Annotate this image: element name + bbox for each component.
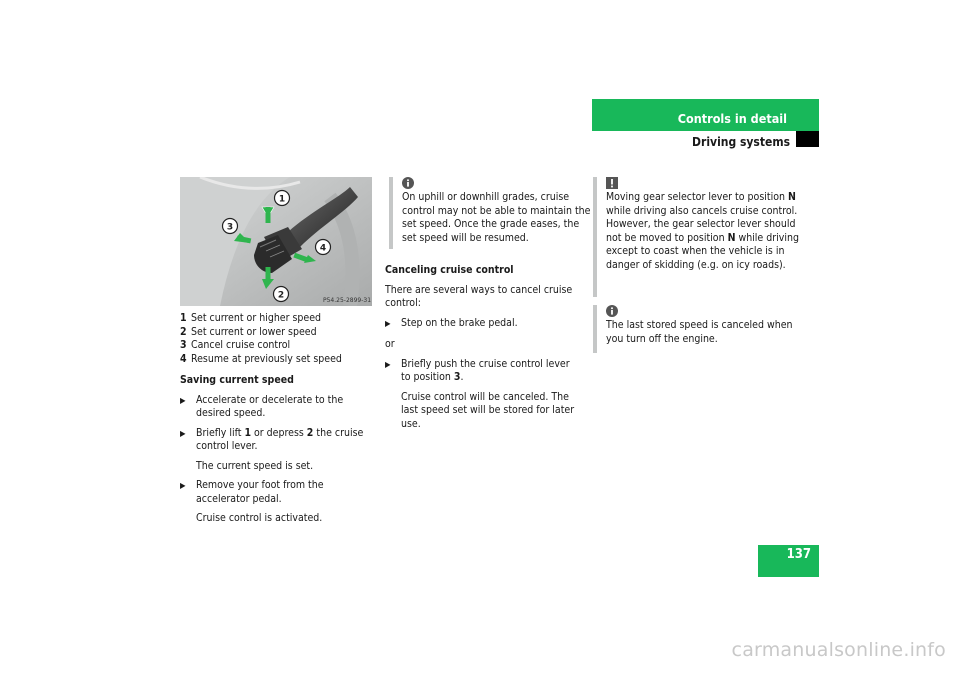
middle-column [385, 264, 581, 431]
warning-note-gear-selector [593, 177, 800, 297]
figure-captions [180, 312, 376, 366]
figure-code: P54.25-2899-31 [323, 297, 372, 304]
caption-number: 4 [180, 352, 187, 365]
canceling-intro: There are several ways to cancel cruise control: [385, 283, 573, 309]
page-number: 137 [786, 547, 811, 562]
caption-number: 2 [180, 325, 187, 338]
step-text: Briefly lift 1 or depress 2 the cruise control lever. [196, 426, 364, 452]
step-text: Remove your foot from the accelerator pedal. [196, 479, 324, 505]
triangle-right-icon: ▶ [180, 395, 186, 405]
left-column [180, 312, 376, 526]
note-text: The last stored speed is canceled when you turn off the engine. [606, 319, 793, 345]
marker-1-label: 1 [278, 194, 286, 205]
caption-text: Set current or lower speed [191, 325, 317, 338]
note-text: On uphill or downhill grades, cruise control may not be able to maintain the set speed. Once the grade eases, the set speed will be resumed. [402, 191, 591, 244]
marker-2-label: 2 [277, 290, 285, 301]
marker-4-label: 4 [319, 243, 327, 254]
triangle-right-icon: ▶ [385, 359, 391, 369]
caption-row [180, 353, 376, 367]
info-icon [402, 177, 414, 189]
step-result: Cruise control is activated. [196, 512, 323, 524]
header-black-tab [796, 131, 819, 147]
step-text: Briefly push the cruise control lever to position 3. [401, 357, 570, 383]
canceling-step-1 [385, 317, 581, 331]
warning-icon [606, 177, 618, 189]
caption-text: Set current or higher speed [191, 312, 322, 324]
info-note-engine-off [593, 305, 800, 353]
marker-3-label: 3 [226, 222, 234, 233]
saving-speed-heading: Saving current speed [180, 374, 294, 386]
step-text: Accelerate or decelerate to the desired speed. [196, 393, 344, 419]
triangle-right-icon: ▶ [180, 428, 186, 438]
watermark: carmanualsonline.info [731, 639, 946, 661]
caption-row [180, 326, 376, 340]
cruise-control-lever-figure [180, 177, 372, 306]
step-text: Step on the brake pedal. [401, 316, 518, 329]
triangle-right-icon: ▶ [385, 318, 391, 328]
saving-step-2 [180, 427, 376, 454]
canceling-step-2 [385, 358, 581, 385]
caption-text: Cancel cruise control [191, 339, 291, 351]
page-number-box [758, 545, 819, 577]
or-separator: or [385, 338, 395, 350]
chapter-title: Controls in detail [677, 111, 787, 126]
step-result: Cruise control will be canceled. The last speed set will be stored for later use. [401, 390, 575, 430]
section-title: Driving systems [692, 135, 790, 149]
step-result: The current speed is set. [196, 459, 314, 472]
note-text: Moving gear selector lever to position N while driving also cancels cruise control. However, the gear selector lever should not be moved to position N while driving except to coast when the vehicle is in danger of skidding (e.g. on icy roads). [606, 191, 799, 271]
info-icon [606, 305, 618, 317]
caption-row [180, 339, 376, 353]
caption-number: 3 [180, 339, 187, 351]
header-green-bar [592, 99, 819, 131]
saving-step-3 [180, 479, 376, 506]
triangle-right-icon: ▶ [180, 481, 186, 490]
info-note-grades [389, 177, 592, 249]
caption-number: 1 [180, 312, 187, 324]
canceling-heading: Canceling cruise control [385, 264, 514, 276]
caption-row [180, 312, 376, 326]
saving-step-1 [180, 394, 376, 421]
caption-text: Resume at previously set speed [191, 352, 342, 365]
